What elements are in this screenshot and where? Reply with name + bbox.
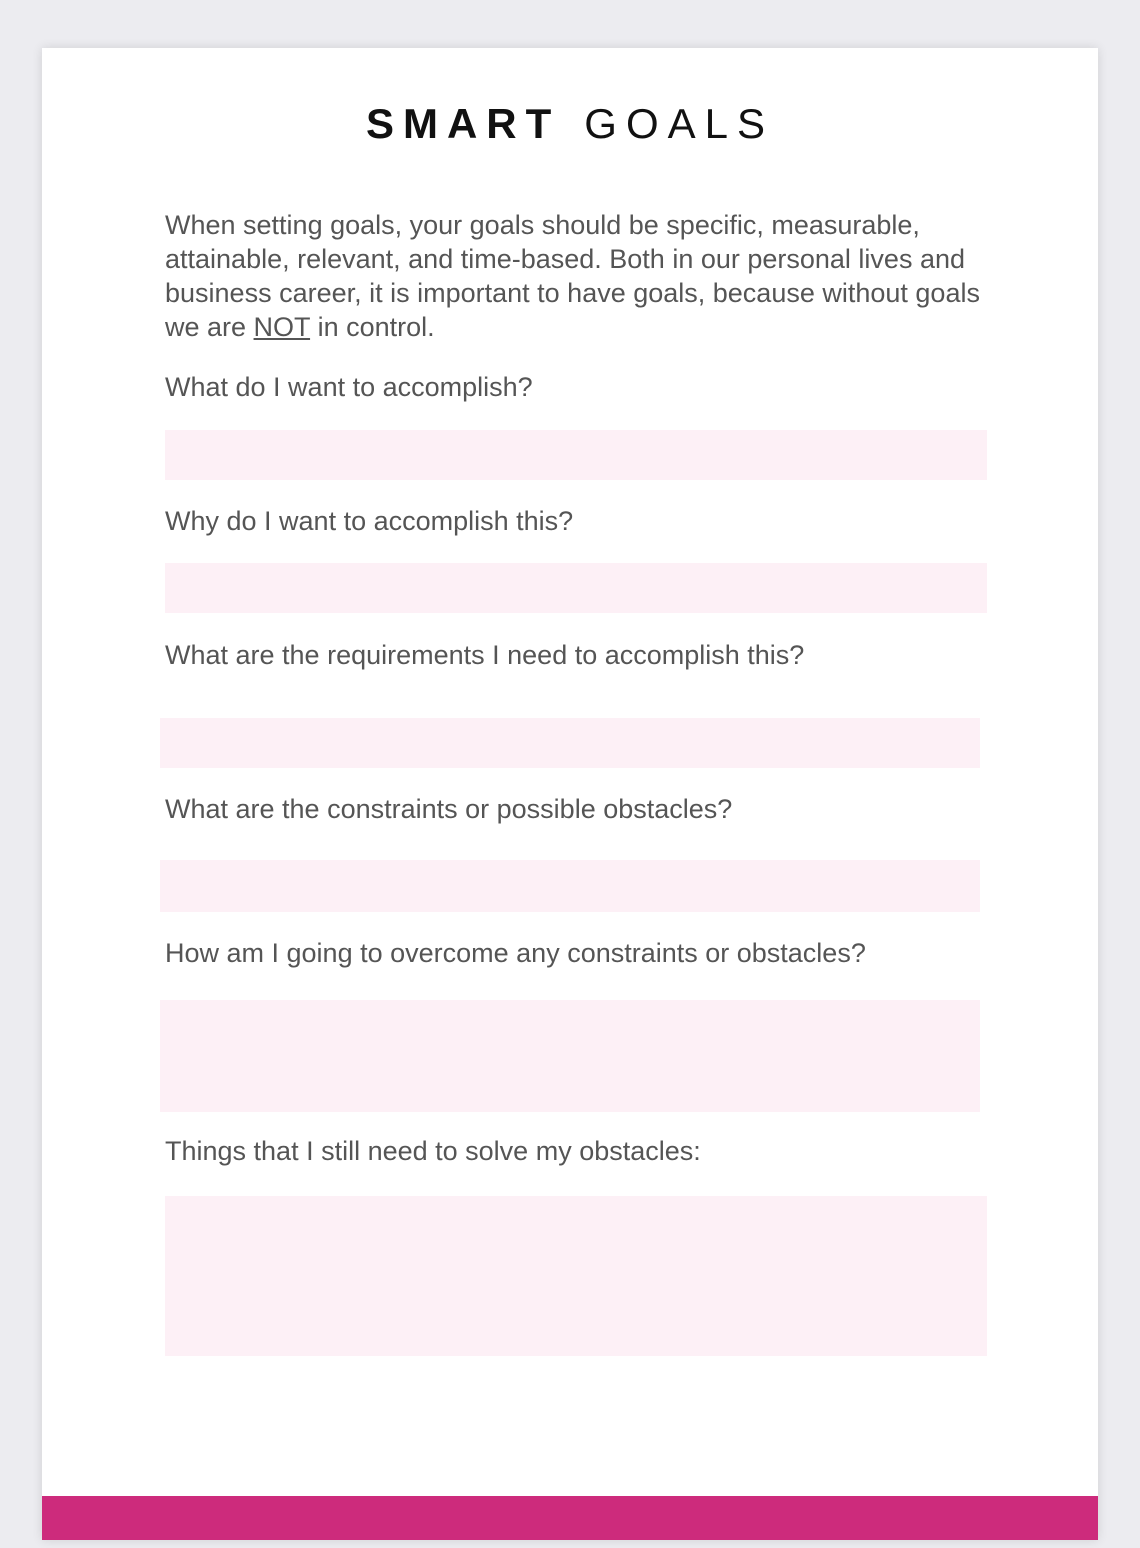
- question-accomplish: What do I want to accomplish?: [165, 372, 533, 402]
- question-solve-obstacles: Things that I still need to solve my obstacles:: [165, 1136, 701, 1166]
- answer-field-overcome[interactable]: [160, 1000, 980, 1112]
- intro-emphasis: NOT: [253, 312, 311, 342]
- answer-field-constraints[interactable]: [160, 860, 980, 912]
- footer-accent-bar: [42, 1496, 1098, 1540]
- title-light-word: GOALS: [584, 100, 775, 147]
- answer-field-why[interactable]: [165, 563, 987, 613]
- answer-field-requirements[interactable]: [160, 718, 980, 768]
- title-bold-word: SMART: [365, 100, 561, 147]
- question-constraints: What are the constraints or possible obstacles?: [165, 794, 733, 824]
- page-title: [0, 100, 1140, 148]
- answer-field-accomplish[interactable]: [165, 430, 987, 480]
- question-overcome: How am I going to overcome any constraints or obstacles?: [165, 938, 866, 968]
- intro-text-end: in control.: [310, 312, 435, 342]
- intro-text-start: When setting goals, your goals should be specific, measurable, attainable, relevant, and time-based. Both in our personal lives and business career, it is important to have goals, because without goals we are: [165, 210, 980, 342]
- question-requirements: What are the requirements I need to accomplish this?: [165, 640, 805, 670]
- question-why: Why do I want to accomplish this?: [165, 506, 574, 536]
- intro-paragraph: [165, 208, 985, 344]
- answer-field-solve-obstacles[interactable]: [165, 1196, 987, 1356]
